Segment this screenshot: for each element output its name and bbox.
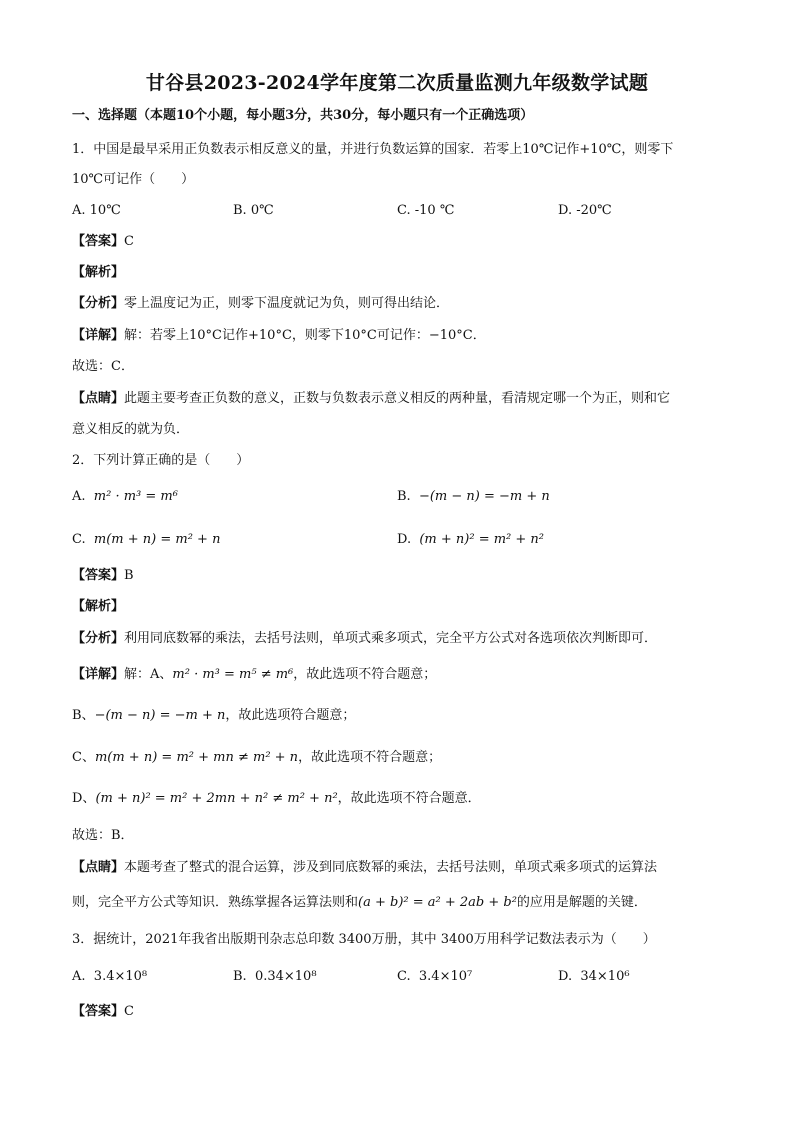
- q1-xiangjie-line: [72, 327, 486, 345]
- q2-line-c-prefix: C、: [72, 750, 95, 765]
- q2-option-a-label: A.: [72, 489, 86, 504]
- analysis-tag: 【解析】: [72, 599, 125, 614]
- q1-fenxi: 零上温度记为正，则零下温度就记为负，则可得出结论．: [124, 296, 450, 311]
- q2-dianjing1: 本题考查了整式的混合运算，涉及到同底数幂的乘法，去括号法则，单项式乘多项式的运算法: [124, 860, 658, 875]
- q3-option-b-value: 0.34×10⁸: [254, 969, 317, 984]
- page-title: 甘谷县2023-2024学年度第二次质量监测九年级数学试题: [145, 72, 649, 94]
- q2-option-d-label: D.: [397, 532, 412, 547]
- q2-line-b-prefix: B、: [72, 708, 95, 723]
- q2-line-d-suffix: ，故此选项不符合题意．: [337, 791, 481, 806]
- q2-choice: 故选：B．: [72, 828, 134, 843]
- q3-answer-line: [72, 1003, 134, 1021]
- dianjing-tag: 【点睛】: [72, 860, 125, 875]
- q2-stem: 2．下列计算正确的是（ ）: [72, 453, 250, 468]
- q2-option-a: [72, 488, 178, 506]
- q2-line-c: [72, 749, 441, 767]
- q3-option-a: [72, 968, 147, 986]
- q2-line-d-prefix: D、: [72, 791, 96, 806]
- q1-stem-line2: 10℃可记作（ ）: [72, 172, 195, 187]
- q2-answer-line: [72, 567, 134, 585]
- answer-tag: 【答案】: [72, 568, 125, 583]
- q3-option-a-label: A.: [72, 969, 86, 984]
- q1-xiangjie: 解：若零上10°C记作+10°C，则零下10°C可记作：−10°C．: [124, 328, 486, 343]
- q3-stem: 3．据统计，2021年我省出版期刊杂志总印数 3400万册，其中 3400万用科学记数法表示为（ ）: [72, 932, 656, 947]
- q2-line-d-formula: (m + n)² = m² + 2mn + n² ≠ m² + n²: [95, 791, 338, 806]
- q2-line-b: [72, 707, 355, 725]
- q2-analysis-tag-line: [72, 598, 124, 616]
- fenxi-tag: 【分析】: [72, 631, 125, 646]
- q2-option-c: [72, 531, 220, 549]
- q3-option-c: [397, 968, 472, 986]
- q2-dianjing2-formula: (a + b)² = a² + 2ab + b²: [358, 895, 517, 910]
- q1-option-d: D. -20℃: [558, 203, 612, 218]
- q3-option-c-value: 3.4×10⁷: [418, 969, 473, 984]
- q1-fenxi-line: [72, 295, 449, 313]
- q2-xiangjie-suffix: ，故此选项不符合题意；: [293, 667, 437, 682]
- q1-dianjing-line2: 意义相反的就为负．: [72, 422, 190, 437]
- q1-dianjing-line1: [72, 390, 670, 408]
- q2-answer: B: [124, 568, 134, 583]
- xiangjie-tag: 【详解】: [72, 328, 125, 343]
- q3-option-b: [233, 968, 317, 986]
- xiangjie-tag: 【详解】: [72, 667, 125, 682]
- q2-xiangjie-line: [72, 666, 436, 684]
- q2-xiangjie-formula: m² · m³ = m⁵ ≠ m⁶: [172, 667, 294, 682]
- analysis-tag: 【解析】: [72, 265, 125, 280]
- q3-option-d: [558, 968, 630, 986]
- q2-dianjing2-suffix: 的应用是解题的关键．: [516, 895, 647, 910]
- q2-fenxi: 利用同底数幂的乘法，去括号法则，单项式乘多项式，完全平方公式对各选项依次判断即可．: [124, 631, 658, 646]
- q2-option-d: [397, 531, 544, 549]
- dianjing-tag: 【点睛】: [72, 391, 125, 406]
- q2-line-b-formula: −(m − n) = −m + n: [94, 708, 226, 723]
- q3-option-c-label: C.: [397, 969, 411, 984]
- q2-option-c-formula: m(m + n) = m² + n: [93, 532, 221, 547]
- q1-choice: 故选：C．: [72, 359, 134, 374]
- section-heading: 一、选择题（本题10个小题，每小题3分，共30分，每小题只有一个正确选项）: [72, 108, 534, 123]
- q3-option-d-value: 34×10⁶: [580, 969, 630, 984]
- q2-line-c-suffix: ，故此选项不符合题意；: [298, 750, 442, 765]
- q2-option-c-label: C.: [72, 532, 86, 547]
- q2-fenxi-line: [72, 630, 657, 648]
- q2-dianjing2-prefix: 则，完全平方公式等知识．熟练掌握各运算法则和: [72, 895, 359, 910]
- q1-option-b: B. 0℃: [233, 203, 274, 218]
- q3-option-d-label: D.: [558, 969, 573, 984]
- q2-option-b-label: B.: [397, 489, 411, 504]
- q2-line-d: [72, 790, 481, 808]
- q3-option-a-value: 3.4×10⁸: [93, 969, 148, 984]
- q2-dianjing-line1: [72, 859, 657, 877]
- fenxi-tag: 【分析】: [72, 296, 125, 311]
- q3-answer: C: [124, 1004, 134, 1019]
- q2-xiangjie-prefix: 解：A、: [124, 667, 173, 682]
- q3-option-b-label: B.: [233, 969, 247, 984]
- answer-tag: 【答案】: [72, 1004, 125, 1019]
- q2-option-b-formula: −(m − n) = −m + n: [418, 489, 550, 504]
- q1-dianjing1: 此题主要考查正负数的意义，正数与负数表示意义相反的两种量，看清规定哪一个为正，则和它: [124, 391, 671, 406]
- q1-analysis-tag-line: [72, 264, 124, 282]
- q1-stem-line1: 1．中国是最早采用正负数表示相反意义的量，并进行负数运算的国家．若零上10℃记作+10℃，则零下: [72, 142, 674, 157]
- q2-line-b-suffix: ，故此选项符合题意；: [225, 708, 356, 723]
- q2-option-a-formula: m² · m³ = m⁶: [93, 489, 178, 504]
- q1-answer-line: [72, 233, 134, 251]
- q1-option-a: A. 10℃: [72, 203, 121, 218]
- answer-tag: 【答案】: [72, 234, 125, 249]
- q2-line-c-formula: m(m + n) = m² + mn ≠ m² + n: [94, 750, 299, 765]
- q1-option-c: C. -10 ℃: [397, 203, 455, 218]
- q2-option-d-formula: (m + n)² = m² + n²: [419, 532, 545, 547]
- q2-option-b: [397, 488, 550, 506]
- q1-answer: C: [124, 234, 134, 249]
- q2-dianjing-line2: [72, 894, 647, 912]
